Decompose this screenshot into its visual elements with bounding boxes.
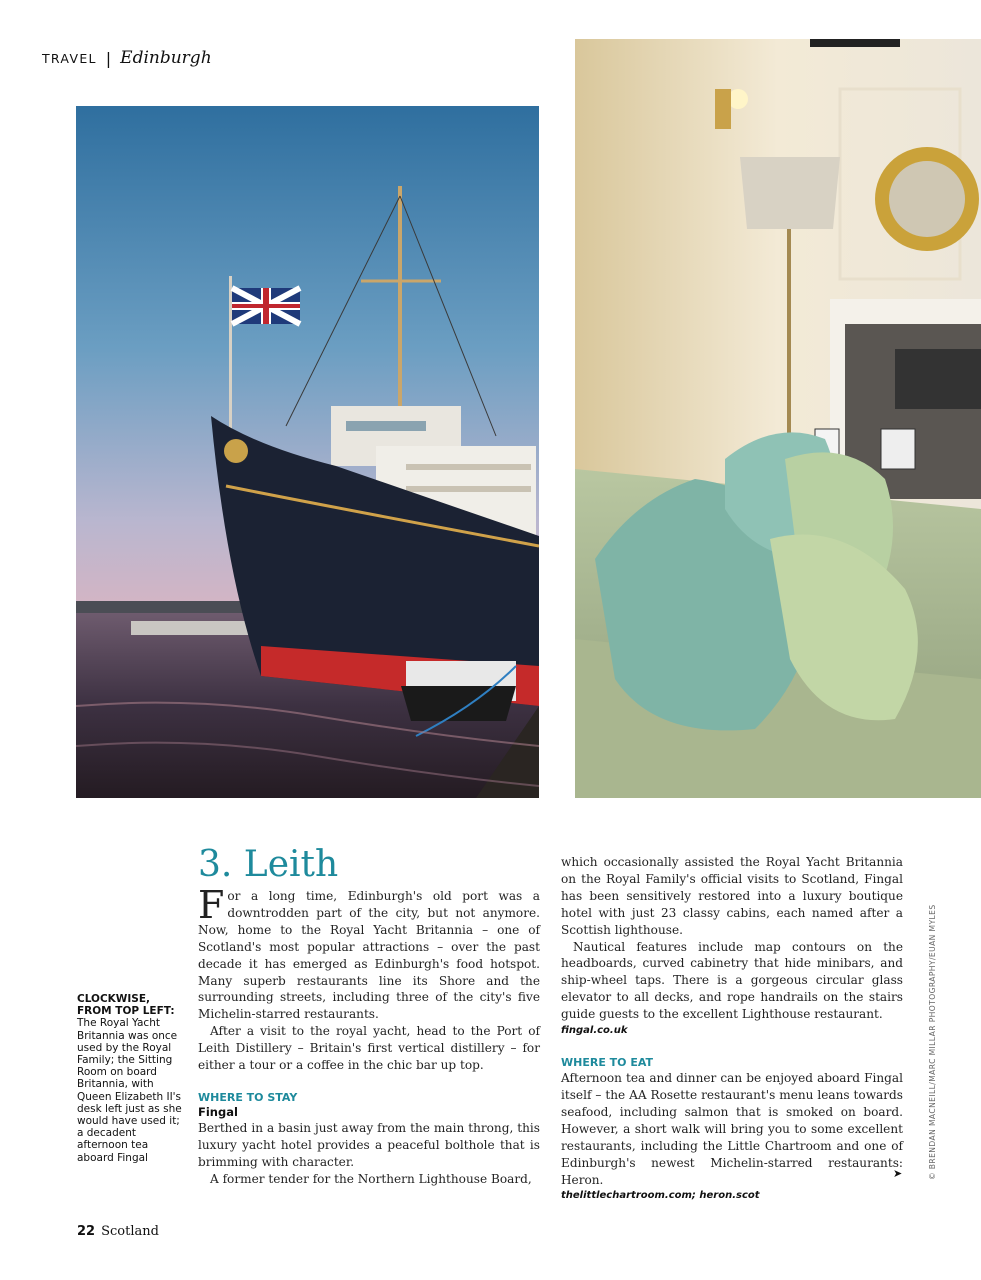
caption-heading: CLOCKWISE, FROM TOP LEFT: [77, 993, 175, 1018]
where-to-stay-heading: WHERE TO STAY [198, 1090, 298, 1104]
location-label: Edinburgh [120, 48, 212, 68]
intro-text: or a long time, Edinburgh's old port was a downtrodden part of the city, but not anymore. Now, home to the Royal Yacht Britannia – one of Scotland's most popular attractions – over the past decade it has emerged as Edinburgh's food hotspot. Many superb restaurants line its Shore and the surrounding streets, including three of the city's five Michelin-starred restaurants. [198, 889, 540, 1022]
distillery-paragraph: After a visit to the royal yacht, head to the Port of Leith Distillery – Britain's first vertical distillery – for either a tour or a coffee in the chic bar up top. [198, 1024, 540, 1073]
publication-name: Scotland [101, 1224, 159, 1239]
article-column-left [198, 845, 540, 1188]
caption-text: The Royal Yacht Britannia was once used by the Royal Family; the Sitting Room on board Britannia, with Queen Elizabeth II's desk left just as she would have used it; a decadent afternoon tea aboard Fingal [77, 1017, 182, 1164]
photo-caption [77, 993, 187, 1164]
header-separator: | [105, 48, 112, 68]
venue-name: Fingal [198, 1104, 238, 1119]
section-label: TRAVEL [42, 50, 97, 66]
intro-paragraph [198, 883, 540, 1023]
page-header [42, 48, 212, 68]
stay-paragraph-1: Berthed in a basin just away from the main throng, this luxury yacht hotel provides a peaceful bolthole that is brimming with character. [198, 1120, 540, 1169]
royal-yacht-britannia-photo [76, 106, 539, 798]
fingal-sitting-room-photo [575, 39, 981, 798]
page-number: 22 [77, 1224, 96, 1239]
article-column-right [561, 854, 903, 1204]
continue-arrow-icon: ➤ [893, 1167, 903, 1180]
stay-paragraph-2-start: A former tender for the Northern Lighthouse Board, [210, 1171, 532, 1186]
where-to-eat-heading: WHERE TO EAT [561, 1056, 654, 1070]
stay-paragraph-3: Nautical features include map contours on the headboards, curved cabinetry that hide minibars, and ship-wheel taps. There is a gorgeous circular glass elevator to all decks, and rope handrails on the stairs guide guests to the excellent Lighthouse restaurant. [561, 939, 903, 1022]
drop-cap: F [198, 883, 225, 927]
page-footer [77, 1224, 159, 1239]
photo-credit: © BRENDAN MACNEILL/MARC MILLAR PHOTOGRAPHY/EUAN MYLES [928, 904, 937, 1180]
eat-paragraph: Afternoon tea and dinner can be enjoyed aboard Fingal itself – the AA Rosette restaurant's menu leans towards seafood, including salmon that is smoked on board. However, a short walk will bring you to some excellent restaurants, including the Little Chartroom and one of Edinburgh's newest Michelin-starred restaurants: Heron. [561, 1071, 903, 1187]
article-title: 3. Leith [198, 844, 339, 885]
fingal-link[interactable]: fingal.co.uk [561, 1025, 628, 1037]
stay-paragraph-2-cont: which occasionally assisted the Royal Yacht Britannia on the Royal Family's official visits to Scotland, Fingal has been sensitively restored into a luxury boutique hotel with just 23 classy cabins, each named after a Scottish lighthouse. [561, 855, 903, 937]
restaurant-links[interactable]: thelittlechartroom.com; heron.scot [561, 1190, 760, 1202]
